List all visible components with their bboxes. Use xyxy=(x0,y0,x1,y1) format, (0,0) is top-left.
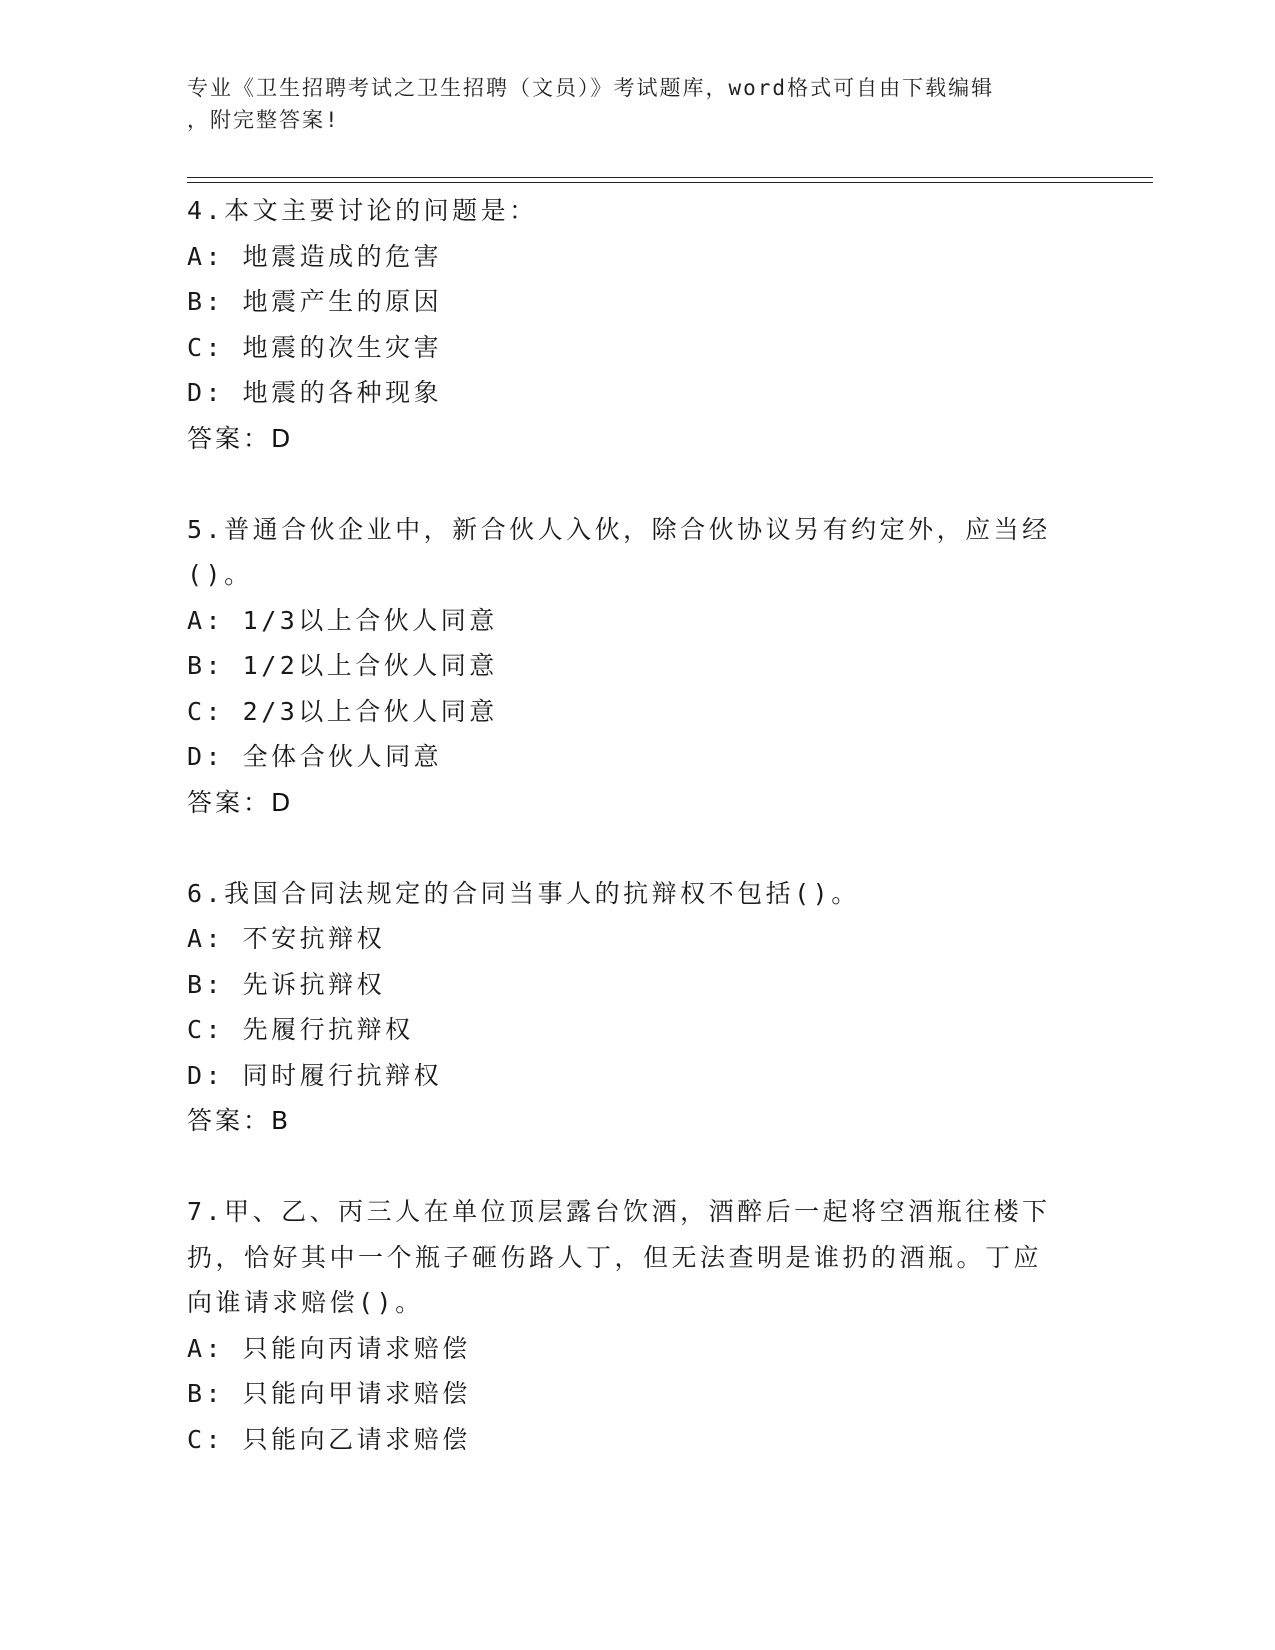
question-5 xyxy=(187,507,1087,826)
question-text: 6.我国合同法规定的合同当事人的抗辩权不包括()。 xyxy=(187,878,860,908)
answer-label: 答案：D xyxy=(187,423,294,453)
question-text: 4.本文主要讨论的问题是： xyxy=(187,196,538,225)
option-d: D: 同时履行抗辩权 xyxy=(187,1060,443,1090)
header-divider-top xyxy=(187,177,1153,178)
question-4 xyxy=(187,188,1087,461)
option-c: C: 先履行抗辩权 xyxy=(187,1015,414,1044)
header-line-2: ，附完整答案! xyxy=(187,108,340,132)
question-text-continued: 向谁请求赔偿()。 xyxy=(187,1288,424,1317)
question-spacer xyxy=(187,825,1087,871)
question-text-continued: 扔，恰好其中一个瓶子砸伤路人丁，但无法查明是谁扔的酒瓶。丁应 xyxy=(187,1242,1043,1272)
option-a: A: 只能向丙请求赔偿 xyxy=(187,1333,471,1363)
option-a: A: 地震造成的危害 xyxy=(187,241,443,271)
option-b: B: 只能向甲请求赔偿 xyxy=(187,1379,471,1408)
option-d: D: 全体合伙人同意 xyxy=(187,742,443,771)
document-header xyxy=(187,72,1067,136)
option-b: B: 地震产生的原因 xyxy=(187,287,443,316)
option-a: A: 不安抗辩权 xyxy=(187,924,386,953)
question-spacer xyxy=(187,1144,1087,1190)
option-d: D: 地震的各种现象 xyxy=(187,378,443,407)
option-a: A: 1/3以上合伙人同意 xyxy=(187,605,498,635)
question-spacer xyxy=(187,461,1087,507)
question-text: 5.普通合伙企业中，新合伙人入伙，除合伙协议另有约定外，应当经 xyxy=(187,514,1051,544)
option-c: C: 只能向乙请求赔偿 xyxy=(187,1424,471,1454)
option-c: C: 2/3以上合伙人同意 xyxy=(187,696,498,726)
answer-label: 答案：D xyxy=(187,787,294,817)
option-b: B: 1/2以上合伙人同意 xyxy=(187,651,498,680)
question-text: 7.甲、乙、丙三人在单位顶层露台饮酒，酒醉后一起将空酒瓶往楼下 xyxy=(187,1197,1051,1226)
answer-label: 答案：B xyxy=(187,1106,292,1135)
question-text-continued: ()。 xyxy=(187,560,253,589)
header-line-1: 专业《卫生招聘考试之卫生招聘（文员）》考试题库，word格式可自由下载编辑 xyxy=(187,76,995,100)
option-c: C: 地震的次生灾害 xyxy=(187,332,443,362)
question-7 xyxy=(187,1189,1087,1462)
question-6 xyxy=(187,871,1087,1144)
question-list xyxy=(187,188,1087,1462)
header-divider-bottom xyxy=(187,182,1153,183)
option-b: B: 先诉抗辩权 xyxy=(187,969,386,999)
